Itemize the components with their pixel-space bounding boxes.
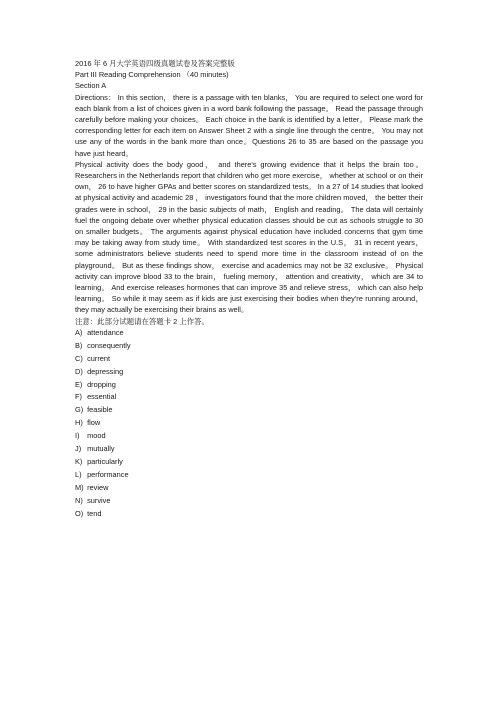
option-letter: B) [75,340,83,350]
directions-paragraph: Directions： In this section， there is a passage with ten blanks， You are required to select one word for each blank from a list of choices given in a word bank following the passage。 Read the passage through carefully before making your choices。 Each choice in the bank is identified by a letter。 Please mark the corresponding letter for each item on Answer Sheet 2 with a single line through the centre。 You may not use any of the words in the bank more than once。Questions 26 to 35 are based on the passage you have just heard。 [75,92,423,158]
passage-paragraph: Physical activity does the body good， and there's growing evidence that it helps the brain too。 Researchers in the Netherlands report that children who get more exercise， whether at school or on their own， 26 to have higher GPAs and better scores on standardized tests。 In a 27 of 14 studies that looked at physical activity and academic 28 ， investigators found that the more children moved， the better their grades were in school， 29 in the basic subjects of math， English and reading。 The data will certainly fuel the ongoing debate over whether physical education classes should be cut as schools struggle to 30 on smaller budgets。 The arguments against physical education have included concerns that gym time may be taking away from study time。 With standardized test scores in the U.S， 31 in recent years， some administrators believe students need to spend more time in the classroom instead of on the playground。 But as these findings show， exercise and academics may not be 32 exclusive。 Physical activity can improve blood 33 to the brain， fueling memory， attention and creativity， which are 34 to learning。 And exercise releases hormones that can improve 35 and relieve stress， which can also help learning。 So while it may seem as if kids are just exercising their bodies when they're running around，they may actually be exercising their brains as well。 [75,159,423,315]
option-letter: E) [75,379,83,389]
option-letter: K) [75,456,83,466]
option-word: dropping [87,379,116,389]
option-letter: A) [75,327,83,337]
option-letter: I) [75,431,80,441]
word-bank-item [75,366,423,379]
word-bank-item [75,327,423,340]
answer-sheet-note: 注意：此部分试题请在答题卡 2 上作答。 [75,316,209,326]
option-letter: M) [75,482,84,492]
document-title: 2016 年 6 月大学英语四级真题试卷及答案完整版 [75,59,235,68]
word-bank-item [75,404,423,417]
word-bank-item [75,430,423,443]
option-word: current [87,353,111,363]
option-letter: C) [75,353,83,363]
word-bank-item [75,391,423,404]
option-letter: N) [75,495,83,505]
word-bank-item [75,482,423,495]
option-word: tend [87,508,102,518]
option-word: attendance [87,327,124,337]
word-bank-item [75,340,423,353]
word-bank-item [75,417,423,430]
option-word: mood [87,431,106,441]
word-bank-item [75,469,423,482]
option-letter: F) [75,392,82,402]
section-heading: Section A [75,81,107,91]
option-letter: G) [75,405,84,415]
option-word: flow [87,418,101,428]
word-bank-item [75,443,423,456]
option-word: review [87,482,109,492]
option-word: consequently [87,340,131,350]
word-bank-item [75,379,423,392]
word-bank-item [75,456,423,469]
option-letter: H) [75,418,83,428]
option-word: depressing [87,366,124,376]
option-letter: J) [75,444,82,454]
word-bank [75,327,423,521]
option-letter: O) [75,508,84,518]
option-word: essential [87,392,117,402]
option-word: mutually [87,444,115,454]
option-word: survive [87,495,111,505]
option-letter: L) [75,469,82,479]
part-heading: Part III Reading Comprehension （40 minutes) [75,70,229,80]
word-bank-item [75,353,423,366]
option-letter: D) [75,366,83,376]
option-word: feasible [87,405,113,415]
option-word: particularly [87,456,123,466]
word-bank-item [75,508,423,521]
option-word: performance [87,469,129,479]
word-bank-item [75,495,423,508]
